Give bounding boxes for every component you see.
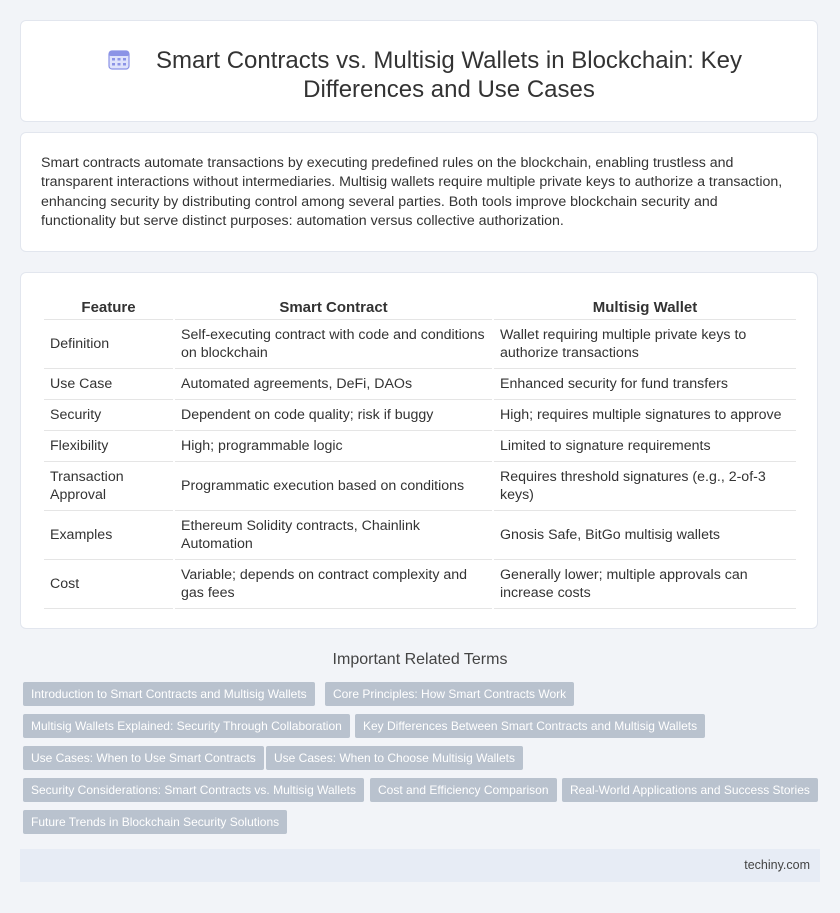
table-cell: Enhanced security for fund transfers bbox=[494, 369, 796, 400]
table-row bbox=[44, 431, 796, 462]
page-title: Smart Contracts vs. Multisig Wallets in Blockchain: Key Differences and Use Cases bbox=[156, 47, 742, 103]
intro-text: Smart contracts automate transactions by executing predefined rules on the blockchain, enabling trustless and transparent interactions without intermediaries. Multisig wallets require multiple private keys to authorize a transaction, enhancing security by distributing control among several parties. Both tools improve blockchain security and functionality but serve distinct purposes: automation versus collective authorization. bbox=[41, 155, 783, 230]
related-term-tag[interactable]: Use Cases: When to Choose Multisig Wallets bbox=[266, 746, 523, 770]
related-terms-title: Important Related Terms bbox=[332, 651, 508, 668]
table-cell: Programmatic execution based on conditions bbox=[175, 462, 492, 511]
table-cell: Limited to signature requirements bbox=[494, 431, 796, 462]
comparison-card bbox=[20, 272, 818, 629]
header-multisig-wallet: Multisig Wallet bbox=[494, 295, 796, 320]
related-term-tag[interactable]: Key Differences Between Smart Contracts and Multisig Wallets bbox=[355, 714, 705, 738]
table-cell: Definition bbox=[44, 320, 173, 369]
intro-card bbox=[20, 132, 818, 252]
related-term-tag[interactable]: Core Principles: How Smart Contracts Work bbox=[325, 682, 574, 706]
related-term-tag[interactable]: Real-World Applications and Success Stories bbox=[562, 778, 818, 802]
table-cell: High; requires multiple signatures to approve bbox=[494, 400, 796, 431]
table-cell: Gnosis Safe, BitGo multisig wallets bbox=[494, 511, 796, 560]
table-cell: High; programmable logic bbox=[175, 431, 492, 462]
header-smart-contract: Smart Contract bbox=[175, 295, 492, 320]
table-row bbox=[44, 320, 796, 369]
table-cell: Examples bbox=[44, 511, 173, 560]
related-term-tag[interactable]: Use Cases: When to Use Smart Contracts bbox=[23, 746, 264, 770]
table-cell: Automated agreements, DeFi, DAOs bbox=[175, 369, 492, 400]
table-cell: Transaction Approval bbox=[44, 462, 173, 511]
table-row bbox=[44, 511, 796, 560]
table-cell: Wallet requiring multiple private keys to authorize transactions bbox=[494, 320, 796, 369]
table-cell: Use Case bbox=[44, 369, 173, 400]
table-cell: Security bbox=[44, 400, 173, 431]
table-cell: Flexibility bbox=[44, 431, 173, 462]
comparison-table bbox=[42, 295, 798, 609]
footer bbox=[20, 849, 820, 882]
footer-site-link[interactable]: techiny.com bbox=[744, 858, 810, 872]
table-cell: Dependent on code quality; risk if buggy bbox=[175, 400, 492, 431]
table-cell: Variable; depends on contract complexity and gas fees bbox=[175, 560, 492, 609]
table-row bbox=[44, 400, 796, 431]
table-header-row bbox=[44, 295, 796, 320]
table-cell: Cost bbox=[44, 560, 173, 609]
related-term-tag[interactable]: Future Trends in Blockchain Security Solutions bbox=[23, 810, 287, 834]
header-feature: Feature bbox=[44, 295, 173, 320]
related-term-tag[interactable]: Multisig Wallets Explained: Security Through Collaboration bbox=[23, 714, 350, 738]
table-cell: Ethereum Solidity contracts, Chainlink Automation bbox=[175, 511, 492, 560]
calendar-icon bbox=[107, 47, 131, 71]
related-term-tag[interactable]: Security Considerations: Smart Contracts vs. Multisig Wallets bbox=[23, 778, 364, 802]
related-term-tag[interactable]: Cost and Efficiency Comparison bbox=[370, 778, 557, 802]
related-term-tag[interactable]: Introduction to Smart Contracts and Multisig Wallets bbox=[23, 682, 315, 706]
table-row bbox=[44, 560, 796, 609]
table-cell: Generally lower; multiple approvals can increase costs bbox=[494, 560, 796, 609]
table-row bbox=[44, 462, 796, 511]
table-row bbox=[44, 369, 796, 400]
title-card bbox=[20, 20, 818, 122]
table-cell: Requires threshold signatures (e.g., 2-of-3 keys) bbox=[494, 462, 796, 511]
table-cell: Self-executing contract with code and conditions on blockchain bbox=[175, 320, 492, 369]
